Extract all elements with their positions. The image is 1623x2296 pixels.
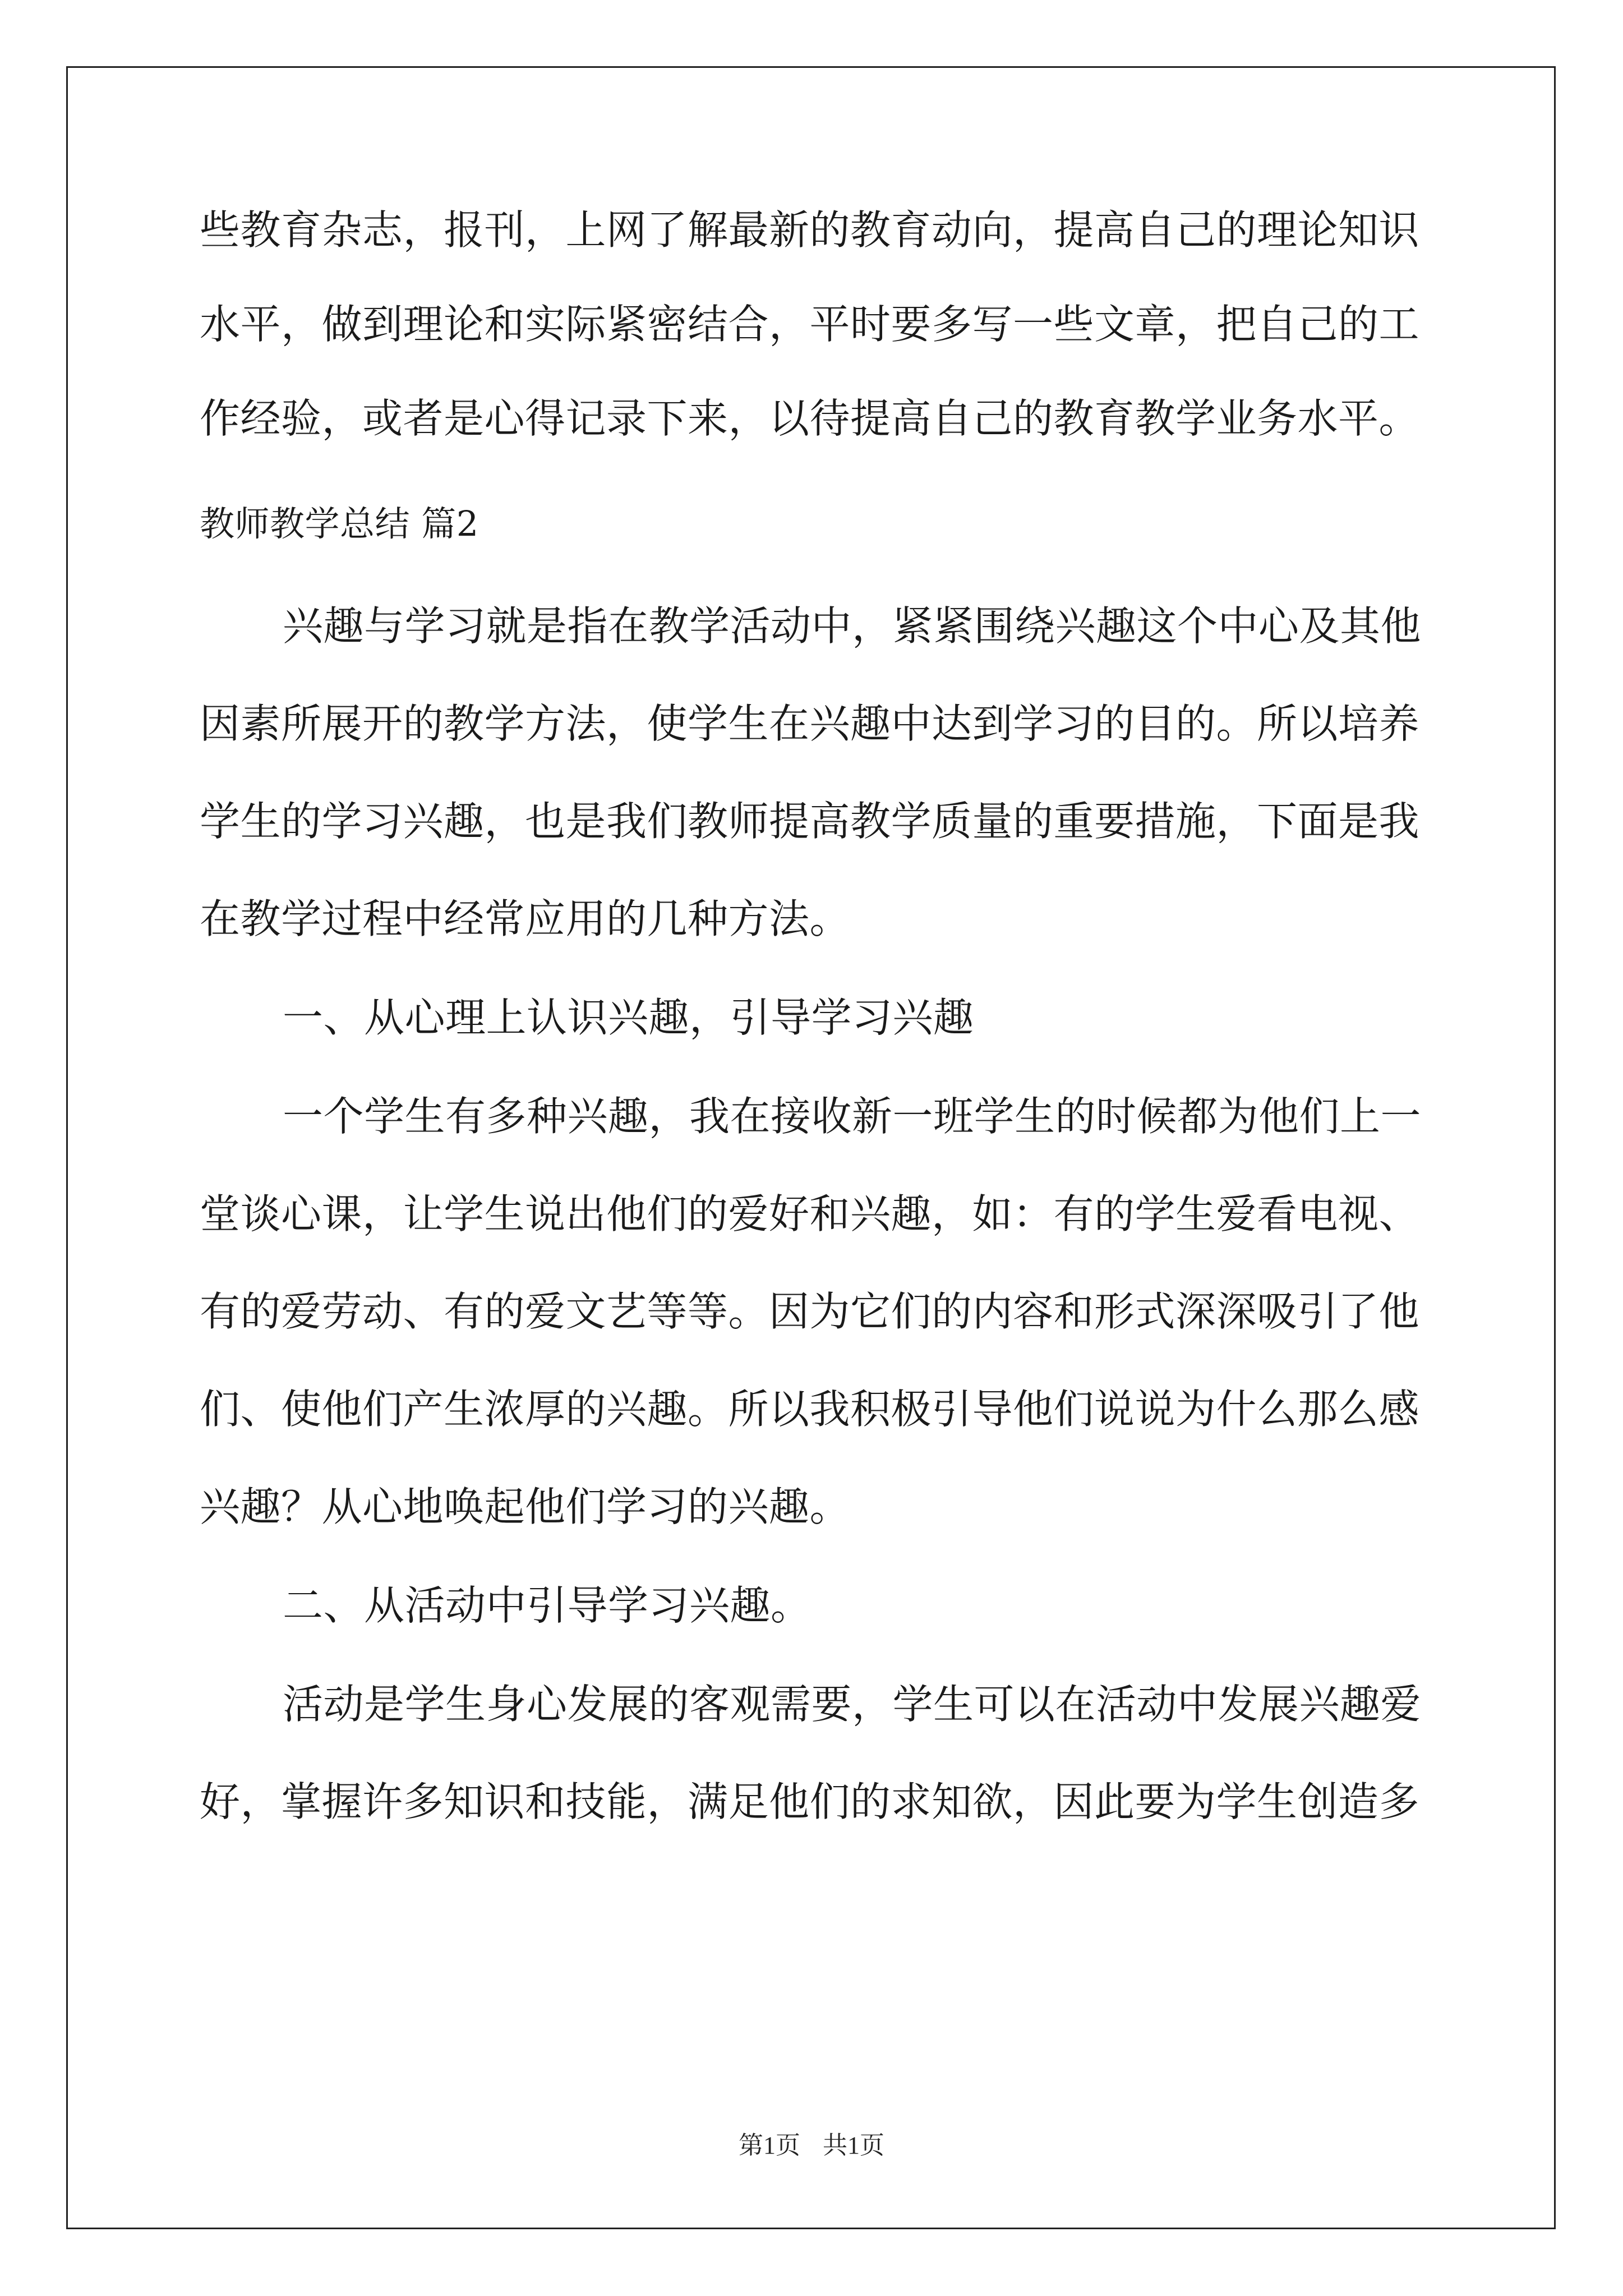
paragraph-first-line: 兴趣与学习就是指在教学活动中，紧紧围绕兴趣这个中心及其他 (283, 602, 1422, 650)
subheading-two: 二、从活动中引导学习兴趣。 (283, 1582, 811, 1629)
text-line: 学生的学习兴趣，也是我们教师提高教学质量的重要措施，下面是我 (200, 798, 1420, 845)
section-heading: 教师教学总结 篇2 (200, 503, 479, 544)
paragraph-first-line: 活动是学生身心发展的客观需要，学生可以在活动中发展兴趣爱 (283, 1681, 1422, 1728)
subheading-one: 一、从心理上认识兴趣，引导学习兴趣 (283, 994, 974, 1041)
text-line: 在教学过程中经常应用的几种方法。 (200, 895, 851, 942)
page-border (66, 66, 1556, 2229)
paragraph-first-line: 一个学生有多种兴趣，我在接收新一班学生的时候都为他们上一 (283, 1093, 1422, 1140)
text-line: 们、使他们产生浓厚的兴趣。所以我积极引导他们说说为什么那么感 (200, 1386, 1420, 1433)
page-footer (0, 2132, 1623, 2160)
text-line: 兴趣？从心地唤起他们学习的兴趣。 (200, 1483, 851, 1530)
text-line: 作经验，或者是心得记录下来，以待提高自己的教育教学业务水平。 (200, 395, 1420, 442)
page-number-total: 共1页 (823, 2132, 884, 2159)
text-line: 好，掌握许多知识和技能，满足他们的求知欲，因此要为学生创造多 (200, 1778, 1420, 1825)
text-line: 堂谈心课，让学生说出他们的爱好和兴趣，如：有的学生爱看电视、 (200, 1190, 1420, 1237)
text-line: 水平，做到理论和实际紧密结合，平时要多写一些文章，把自己的工 (200, 301, 1420, 348)
page-number-current: 第1页 (739, 2132, 800, 2159)
text-line: 因素所展开的教学方法，使学生在兴趣中达到学习的目的。所以培养 (200, 700, 1420, 747)
text-line: 些教育杂志，报刊，上网了解最新的教育动向，提高自己的理论知识 (200, 206, 1420, 254)
text-line: 有的爱劳动、有的爱文艺等等。因为它们的内容和形式深深吸引了他 (200, 1288, 1420, 1335)
